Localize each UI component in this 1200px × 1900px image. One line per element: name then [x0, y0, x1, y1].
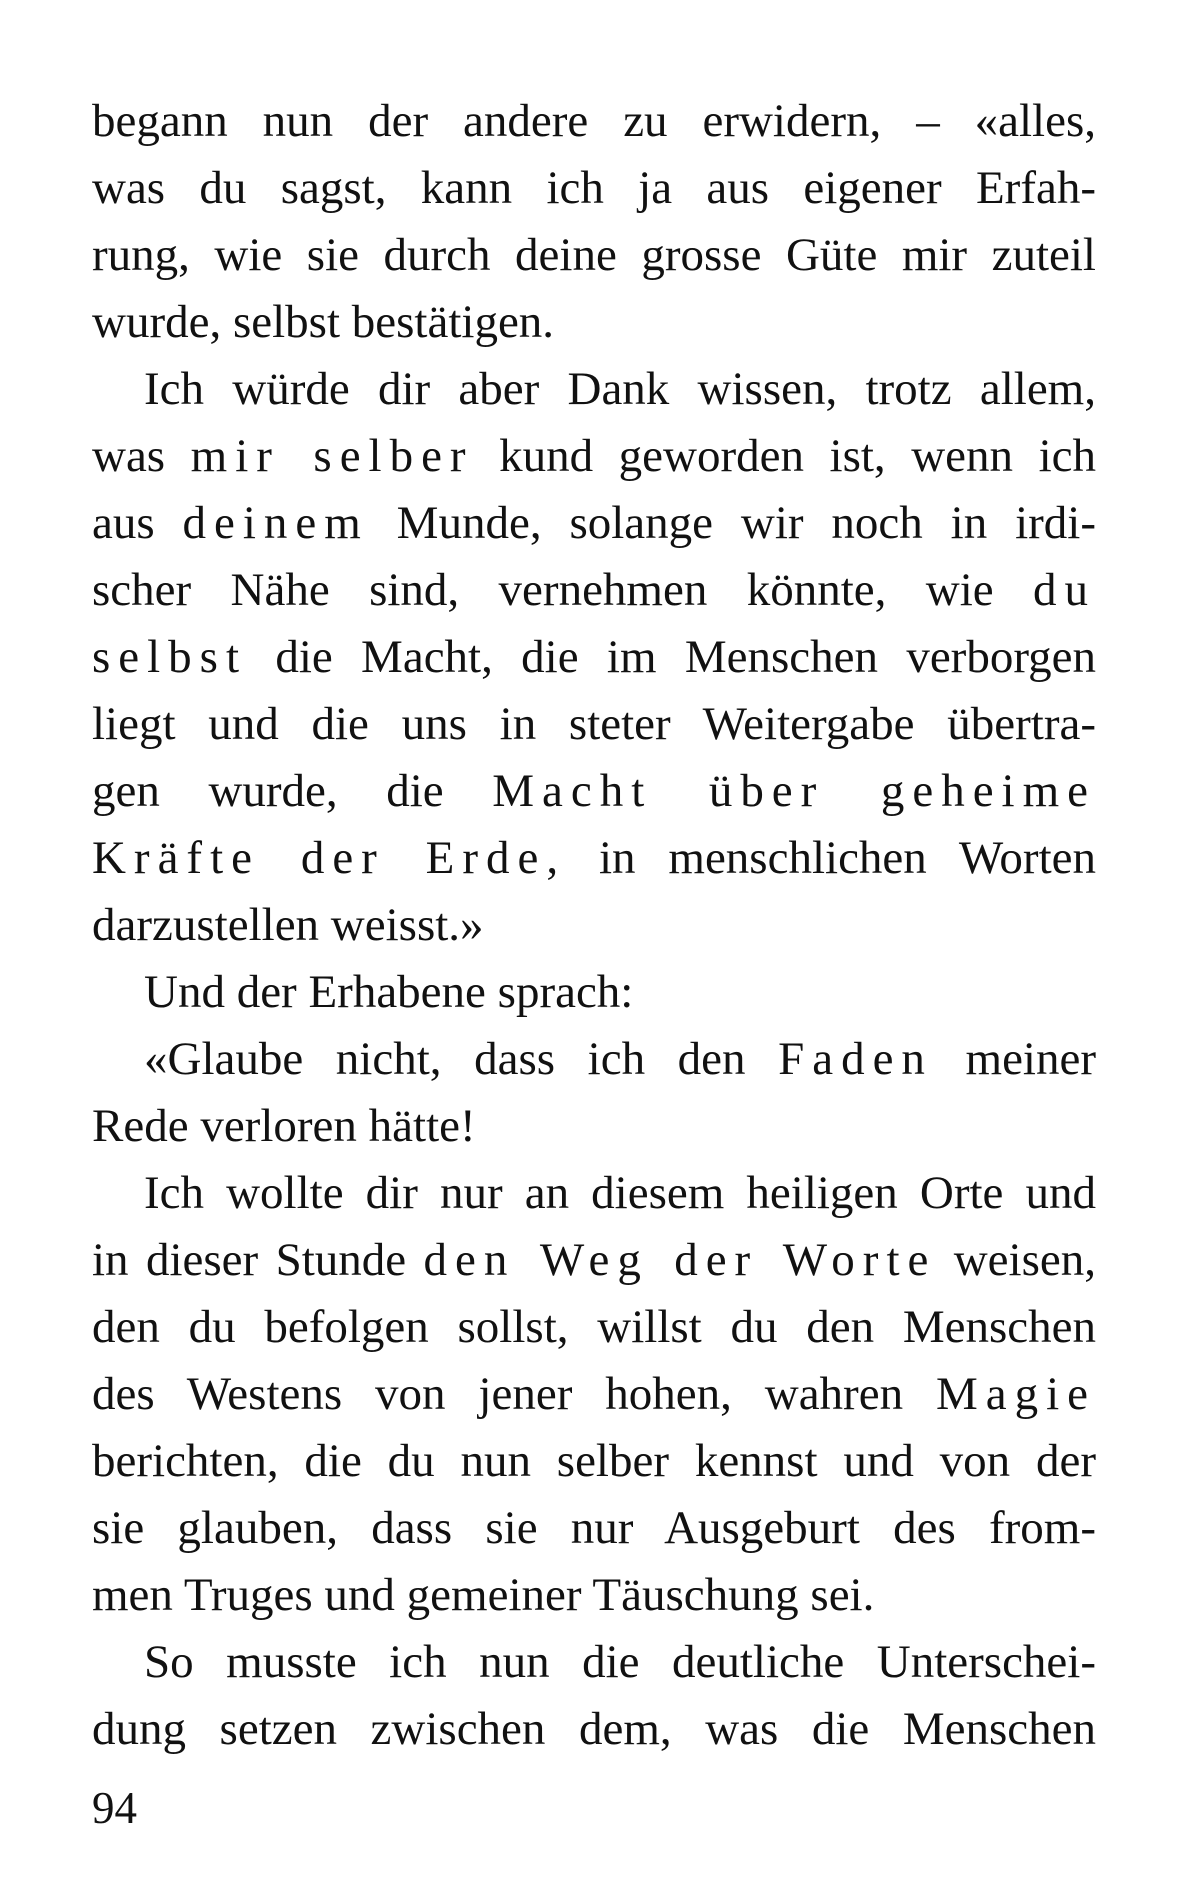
text-segment: darzustellen weisst.» [92, 899, 484, 951]
text-line [92, 691, 1096, 758]
text-segment: Munde, solange wir noch in irdi- [368, 497, 1096, 549]
page-number: 94 [92, 1783, 137, 1833]
spaced-emphasis-text: Kräfte der Erde, [92, 832, 567, 884]
spaced-emphasis-text: selbst [92, 631, 247, 683]
text-segment: «Glaube nicht, dass ich den [144, 1033, 779, 1085]
text-segment: liegt und die uns in steter Weitergabe übertra- [92, 698, 1096, 750]
spaced-emphasis-text: Faden [778, 1033, 933, 1085]
text-line [92, 289, 1096, 356]
text-segment: was du sagst, kann ich ja aus eigener Erfah- [92, 162, 1096, 214]
text-line [92, 1160, 1096, 1227]
text-segment: aus [92, 497, 183, 549]
text-segment: dung setzen zwischen dem, was die Menschen [92, 1703, 1096, 1755]
text-segment: rung, wie sie durch deine grosse Güte mir zuteil [92, 229, 1096, 281]
text-line [92, 1294, 1096, 1361]
text-line [92, 825, 1096, 892]
text-segment: kund geworden ist, wenn ich [473, 430, 1096, 482]
text-line [92, 557, 1096, 624]
text-line [92, 959, 1096, 1026]
text-segment: begann nun der andere zu erwidern, – «alles, [92, 95, 1096, 147]
text-segment: berichten, die du nun selber kennst und von der [92, 1435, 1096, 1487]
book-page-text [92, 88, 1096, 1763]
spaced-emphasis-text: du [1033, 564, 1096, 616]
text-segment: in dieser Stunde [92, 1234, 424, 1286]
text-line [92, 88, 1096, 155]
text-line [92, 356, 1096, 423]
text-line [92, 1026, 1096, 1093]
text-segment: gen wurde, die [92, 765, 493, 817]
spaced-emphasis-text: den Weg der Worte [423, 1234, 937, 1286]
text-line [92, 1562, 1096, 1629]
text-segment: meiner [932, 1033, 1096, 1085]
text-segment: die Macht, die im Menschen verborgen [247, 631, 1096, 683]
text-line [92, 222, 1096, 289]
text-line [92, 1227, 1096, 1294]
text-segment: Rede verloren hätte! [92, 1100, 476, 1152]
text-segment: Ich wollte dir nur an diesem heiligen Orte und [144, 1167, 1096, 1219]
text-line [92, 758, 1096, 825]
text-line [92, 423, 1096, 490]
spaced-emphasis-text: Magie [935, 1368, 1096, 1420]
spaced-emphasis-text: Macht über geheime [492, 765, 1096, 817]
text-segment: scher Nähe sind, vernehmen könnte, wie [92, 564, 1034, 616]
text-line [92, 1361, 1096, 1428]
text-line [92, 155, 1096, 222]
text-line [92, 1428, 1096, 1495]
text-line [92, 1696, 1096, 1763]
text-segment: men Truges und gemeiner Täuschung sei. [92, 1569, 875, 1621]
text-segment: in menschlichen Worten [566, 832, 1096, 884]
text-line [92, 490, 1096, 557]
text-segment: weisen, [936, 1234, 1096, 1286]
text-segment: Ich würde dir aber Dank wissen, trotz allem, [144, 363, 1096, 415]
text-line [92, 1495, 1096, 1562]
text-line [92, 892, 1096, 959]
text-line [92, 1093, 1096, 1160]
text-segment: den du befolgen sollst, willst du den Menschen [92, 1301, 1096, 1353]
text-segment: was [92, 430, 191, 482]
text-segment: Und der Erhabene sprach: [144, 966, 634, 1018]
text-segment: So musste ich nun die deutliche Unterschei- [144, 1636, 1096, 1688]
text-segment: sie glauben, dass sie nur Ausgeburt des from- [92, 1502, 1096, 1554]
spaced-emphasis-text: mir selber [190, 430, 474, 482]
text-segment: wurde, selbst bestätigen. [92, 296, 555, 348]
text-line [92, 624, 1096, 691]
text-line [92, 1629, 1096, 1696]
spaced-emphasis-text: deinem [182, 497, 369, 549]
text-segment: des Westens von jener hohen, wahren [92, 1368, 936, 1420]
